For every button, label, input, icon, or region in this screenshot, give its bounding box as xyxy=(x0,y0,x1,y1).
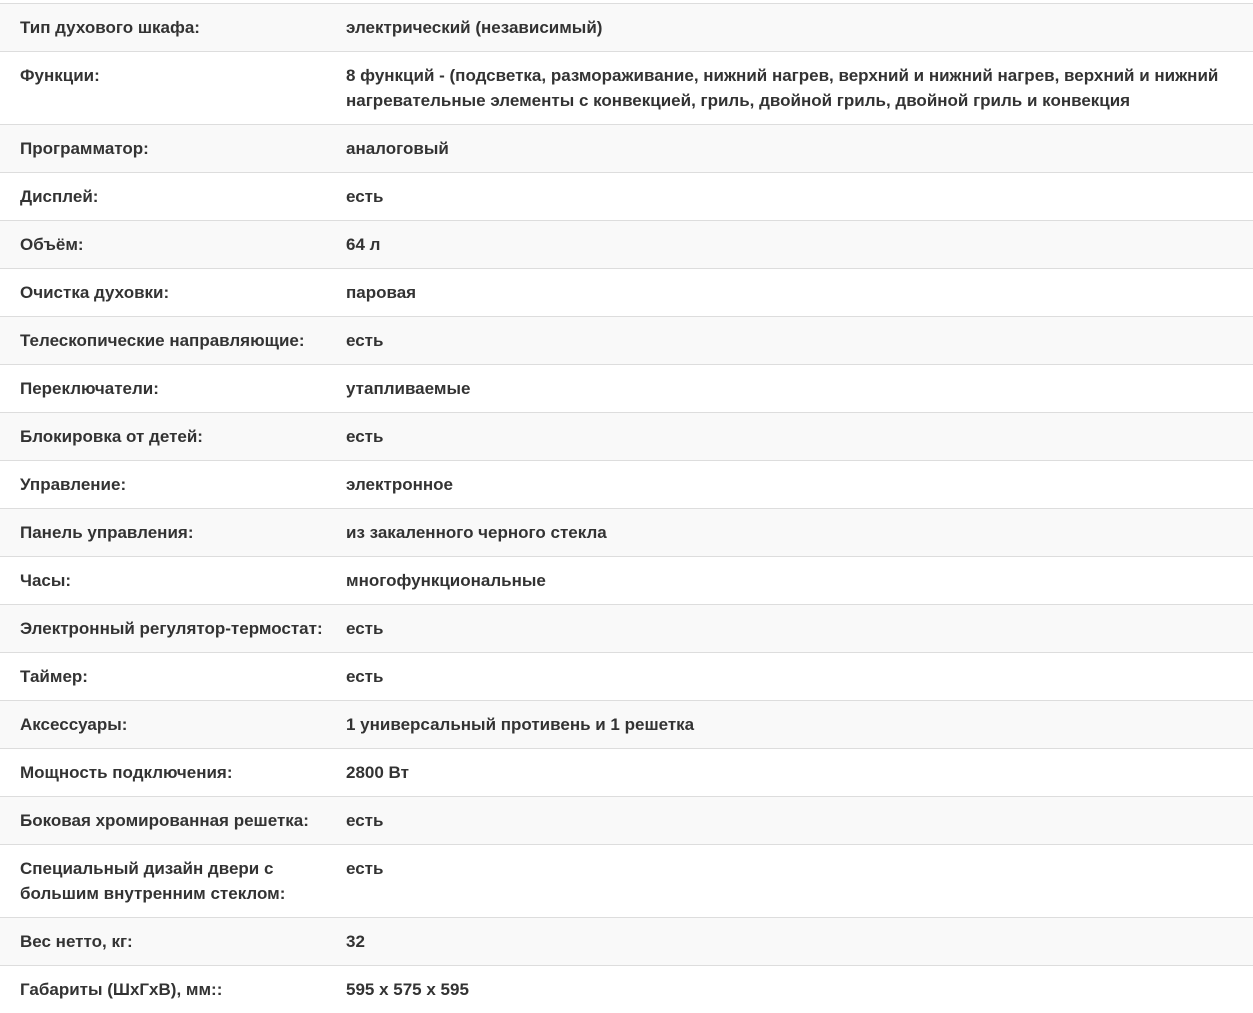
spec-label: Боковая хромированная решетка: xyxy=(0,797,326,845)
spec-value: есть xyxy=(326,845,1253,918)
spec-value: 8 функций - (подсветка, размораживание, нижний нагрев, верхний и нижний нагрев, верхний и нижний нагревательные элементы с конвекцией, гриль, двойной гриль, двойной гриль и конвекция xyxy=(326,52,1253,125)
spec-row xyxy=(0,269,1253,317)
spec-value: паровая xyxy=(326,269,1253,317)
spec-row xyxy=(0,605,1253,653)
spec-value: 64 л xyxy=(326,221,1253,269)
spec-row xyxy=(0,413,1253,461)
spec-value: электрический (независимый) xyxy=(326,4,1253,52)
spec-value: 2800 Вт xyxy=(326,749,1253,797)
spec-row xyxy=(0,653,1253,701)
spec-row xyxy=(0,845,1253,918)
spec-row xyxy=(0,52,1253,125)
spec-row xyxy=(0,317,1253,365)
spec-row xyxy=(0,797,1253,845)
spec-row xyxy=(0,365,1253,413)
spec-value: 595 x 575 x 595 xyxy=(326,966,1253,1013)
spec-value: есть xyxy=(326,413,1253,461)
spec-label: Панель управления: xyxy=(0,509,326,557)
spec-value: 32 xyxy=(326,918,1253,966)
spec-row xyxy=(0,173,1253,221)
spec-label: Аксессуары: xyxy=(0,701,326,749)
spec-value: аналоговый xyxy=(326,125,1253,173)
spec-row xyxy=(0,966,1253,1013)
spec-value: есть xyxy=(326,173,1253,221)
spec-label: Специальный дизайн двери с большим внутренним стеклом: xyxy=(0,845,326,918)
spec-label: Очистка духовки: xyxy=(0,269,326,317)
spec-value: 1 универсальный противень и 1 решетка xyxy=(326,701,1253,749)
spec-label: Дисплей: xyxy=(0,173,326,221)
spec-label: Мощность подключения: xyxy=(0,749,326,797)
spec-value: многофункциональные xyxy=(326,557,1253,605)
spec-label: Часы: xyxy=(0,557,326,605)
specs-table-body xyxy=(0,4,1253,1013)
spec-row xyxy=(0,557,1253,605)
spec-value: есть xyxy=(326,797,1253,845)
spec-label: Габариты (ШхГхВ), мм:: xyxy=(0,966,326,1013)
spec-label: Тип духового шкафа: xyxy=(0,4,326,52)
spec-row xyxy=(0,4,1253,52)
spec-row xyxy=(0,509,1253,557)
spec-value: есть xyxy=(326,653,1253,701)
spec-row xyxy=(0,461,1253,509)
specs-table xyxy=(0,3,1253,1013)
spec-row xyxy=(0,749,1253,797)
spec-value: утапливаемые xyxy=(326,365,1253,413)
spec-value: есть xyxy=(326,317,1253,365)
spec-row xyxy=(0,918,1253,966)
spec-label: Функции: xyxy=(0,52,326,125)
spec-value: из закаленного черного стекла xyxy=(326,509,1253,557)
spec-value: есть xyxy=(326,605,1253,653)
spec-label: Таймер: xyxy=(0,653,326,701)
spec-label: Блокировка от детей: xyxy=(0,413,326,461)
spec-row xyxy=(0,701,1253,749)
spec-label: Переключатели: xyxy=(0,365,326,413)
spec-label: Электронный регулятор-термостат: xyxy=(0,605,326,653)
spec-row xyxy=(0,125,1253,173)
spec-label: Вес нетто, кг: xyxy=(0,918,326,966)
spec-label: Управление: xyxy=(0,461,326,509)
spec-label: Телескопические направляющие: xyxy=(0,317,326,365)
spec-value: электронное xyxy=(326,461,1253,509)
spec-label: Программатор: xyxy=(0,125,326,173)
spec-label: Объём: xyxy=(0,221,326,269)
spec-row xyxy=(0,221,1253,269)
